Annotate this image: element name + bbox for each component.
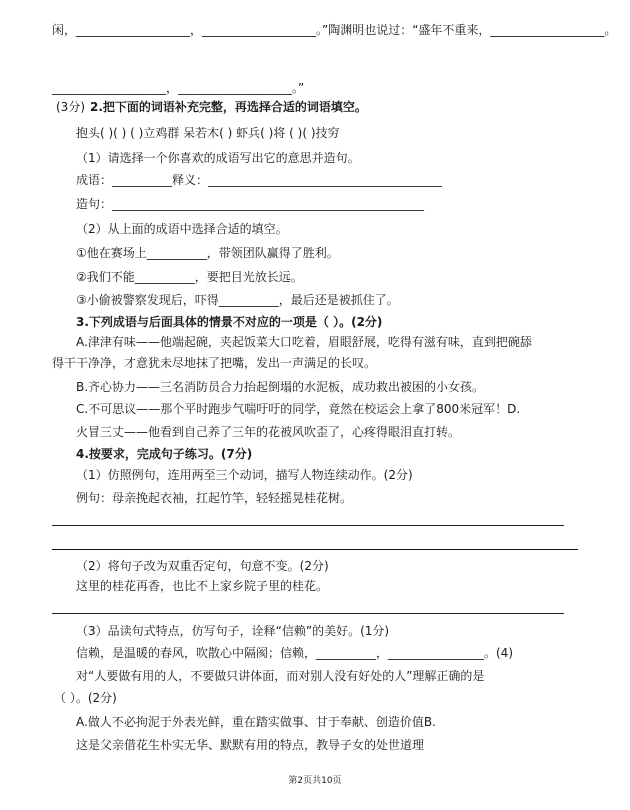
q4-heading: 4.按要求，完成句子练习。(7分) (76, 447, 253, 461)
q3-option-a-cont: 得干干净净，才意犹未尽地抹了把嘴，发出一声满足的长叹。 (52, 356, 377, 370)
q3-option-b: B.齐心协力——三名消防员合力抬起倒塌的水泥板，成功救出被困的小女孩。 (76, 380, 485, 394)
q4-sub1: （1）仿照例句，连用两至三个动词，描写人物连续动作。(2分) (76, 468, 413, 482)
answer-line-3 (52, 613, 564, 614)
q3-option-d: 火冒三丈——他看到自己养了三年的花被风吹歪了，心疼得眼泪直打转。 (76, 425, 461, 439)
q4-option-a: A.做人不必拘泥于外表光鲜，重在踏实做事、甘于奉献、创造价值B. (76, 715, 436, 729)
q4-sentence: 这里的桂花再香，也比不上家乡院子里的桂花。 (76, 579, 329, 593)
q2-idiom-meaning-line: 成语：__________释义：_______________________________________ (76, 173, 443, 187)
q4-answer-paren: （ ）。(2分) (54, 691, 117, 705)
q4-sub3: （3）品读句式特点，仿写句子，诠释“信赖”的美好。(1分) (76, 624, 390, 638)
q2-score: (3分) (56, 100, 85, 114)
line-02: ___________________，___________________。” (52, 81, 305, 95)
line-01: 闲，___________________，___________________。”陶渊明也说过：“盛年不重来，___________________。 (52, 23, 617, 37)
q4-imitate: 信赖，是温暖的春风，吹散心中隔阂；信赖，__________，________________。(4) (76, 646, 514, 660)
q3-option-a: A.津津有味——他端起碗，夹起饭菜大口吃着，眉眼舒展，吃得有滋有味，直到把碗舔 (76, 335, 532, 349)
q3-option-c: C.不可思议——那个平时跑步气喘吁吁的同学，竟然在校运会上拿了800米冠军！D. (76, 402, 521, 416)
answer-line-1 (52, 525, 564, 526)
q2-fill-2: ②我们不能__________，要把目光放长远。 (76, 270, 303, 284)
q2-fill-3: ③小偷被警察发现后，吓得__________，最后还是被抓住了。 (76, 293, 399, 307)
page-number: 第2页共10页 (288, 776, 342, 786)
q2-fill-1: ①他在赛场上__________，带领团队赢得了胜利。 (76, 246, 339, 260)
q2-heading: 2.把下面的词语补充完整，再选择合适的词语填空。 (90, 100, 367, 114)
answer-line-2 (52, 549, 578, 550)
q3-heading: 3.下列成语与后面具体的情景不对应的一项是（ ）。(2分) (76, 315, 383, 329)
q4-sub2: （2）将句子改为双重否定句，句意不变。(2分) (76, 559, 329, 573)
q4-understanding: 对“人要做有用的人，不要做只讲体面，而对别人没有好处的人”理解正确的是 (76, 669, 485, 683)
q2-sentence-line: 造句：____________________________________________________ (76, 197, 425, 211)
q2-sub2: （2）从上面的成语中选择合适的填空。 (76, 222, 288, 236)
q4-example: 例句：母亲挽起衣袖，扛起竹竿，轻轻摇晃桂花树。 (76, 491, 353, 505)
q2-word-blanks: 抱头( )( ) ( )立鸡群 呆若木( ) 虾兵( )将 ( )( )技穷 (76, 126, 340, 140)
q2-sub1: （1）请选择一个你喜欢的成语写出它的意思并造句。 (76, 151, 360, 165)
q4-option-b: 这是父亲借花生朴实无华、默默有用的特点，教导子女的处世道理 (76, 738, 425, 752)
